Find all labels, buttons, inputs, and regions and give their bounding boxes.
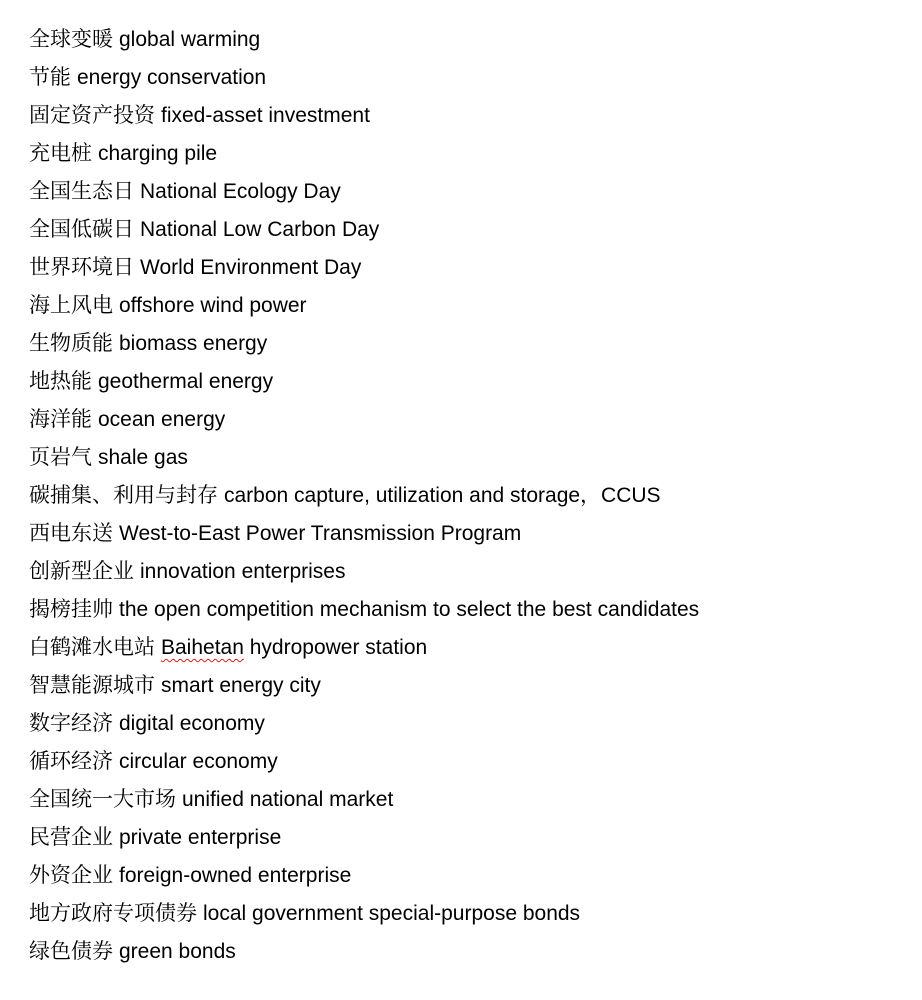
- term-english: foreign-owned enterprise: [119, 864, 352, 887]
- glossary-entry: [29, 592, 902, 630]
- term-chinese: 循环经济: [29, 749, 113, 773]
- glossary-entry: [29, 402, 902, 440]
- term-chinese: 固定资产投资: [29, 103, 155, 127]
- glossary-entry: [29, 896, 902, 934]
- glossary-entry: [29, 212, 902, 250]
- term-english: geothermal energy: [98, 370, 274, 393]
- term-chinese: 充电桩: [29, 141, 92, 165]
- term-chinese: 页岩气: [29, 445, 92, 469]
- glossary-entry: [29, 934, 902, 972]
- glossary-entry: [29, 98, 902, 136]
- term-english: West-to-East Power Transmission Program: [119, 522, 522, 545]
- term-chinese: 节能: [29, 65, 71, 89]
- glossary-entry: [29, 706, 902, 744]
- term-english: smart energy city: [161, 674, 321, 697]
- term-chinese: 揭榜挂帅: [29, 597, 113, 621]
- glossary-entry: [29, 288, 902, 326]
- glossary-entry: [29, 22, 902, 60]
- glossary-entry: [29, 440, 902, 478]
- term-english: the open competition mechanism to select the best candidates: [119, 598, 700, 621]
- glossary-entry: [29, 820, 902, 858]
- term-english: innovation enterprises: [140, 560, 346, 583]
- glossary-entry: [29, 782, 902, 820]
- term-english: unified national market: [182, 788, 394, 811]
- glossary-entry: [29, 630, 902, 668]
- term-chinese: 数字经济: [29, 711, 113, 735]
- glossary-entry: [29, 174, 902, 212]
- term-english: fixed-asset investment: [161, 104, 370, 127]
- term-chinese: 全国统一大市场: [29, 787, 176, 811]
- document-page: [29, 22, 902, 972]
- term-chinese: 碳捕集、利用与封存: [29, 483, 218, 507]
- glossary-list: [29, 22, 902, 972]
- glossary-entry: [29, 326, 902, 364]
- glossary-entry: [29, 478, 902, 516]
- term-chinese: 智慧能源城市: [29, 673, 155, 697]
- glossary-entry: [29, 136, 902, 174]
- glossary-entry: [29, 250, 902, 288]
- term-chinese: 绿色债券: [29, 939, 113, 963]
- term-chinese: 白鹤滩水电站: [29, 635, 155, 659]
- term-english: ocean energy: [98, 408, 226, 431]
- glossary-entry: [29, 60, 902, 98]
- term-english: [161, 636, 427, 659]
- glossary-entry: [29, 554, 902, 592]
- glossary-entry: [29, 668, 902, 706]
- term-english: private enterprise: [119, 826, 282, 849]
- term-english: global warming: [119, 28, 261, 51]
- term-chinese: 全国低碳日: [29, 217, 134, 241]
- term-english: charging pile: [98, 142, 218, 165]
- term-english-rest: hydropower station: [243, 636, 428, 659]
- glossary-entry: [29, 516, 902, 554]
- glossary-entry: [29, 744, 902, 782]
- spellcheck-flagged-word[interactable]: Baihetan: [161, 636, 244, 659]
- term-chinese: 海上风电: [29, 293, 113, 317]
- term-english: National Ecology Day: [140, 180, 341, 203]
- term-english: green bonds: [119, 940, 236, 963]
- term-chinese: 地热能: [29, 369, 92, 393]
- term-english: offshore wind power: [119, 294, 307, 317]
- term-chinese: 地方政府专项债券: [29, 901, 197, 925]
- term-english: digital economy: [119, 712, 265, 735]
- term-english: biomass energy: [119, 332, 268, 355]
- glossary-entry: [29, 364, 902, 402]
- term-english: National Low Carbon Day: [140, 218, 380, 241]
- term-chinese: 全球变暖: [29, 27, 113, 51]
- term-english: energy conservation: [77, 66, 267, 89]
- term-english: shale gas: [98, 446, 188, 469]
- term-chinese: 海洋能: [29, 407, 92, 431]
- term-english: carbon capture, utilization and storage，CCUS: [224, 484, 661, 507]
- term-chinese: 外资企业: [29, 863, 113, 887]
- term-chinese: 世界环境日: [29, 255, 134, 279]
- glossary-entry: [29, 858, 902, 896]
- term-chinese: 全国生态日: [29, 179, 134, 203]
- term-english: local government special-purpose bonds: [203, 902, 581, 925]
- term-english: World Environment Day: [140, 256, 362, 279]
- term-chinese: 西电东送: [29, 521, 113, 545]
- term-english: circular economy: [119, 750, 278, 773]
- term-chinese: 生物质能: [29, 331, 113, 355]
- term-chinese: 民营企业: [29, 825, 113, 849]
- term-chinese: 创新型企业: [29, 559, 134, 583]
